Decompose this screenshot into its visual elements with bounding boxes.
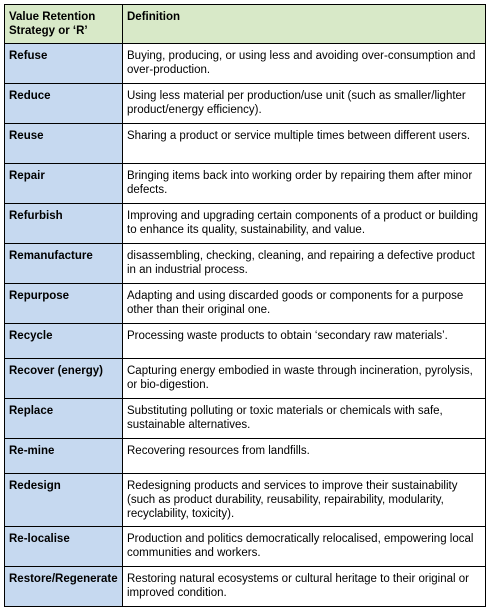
table-row bbox=[5, 44, 486, 84]
table-row bbox=[5, 164, 486, 204]
definition-cell: Adapting and using discarded goods or components for a purpose other than their original one. bbox=[123, 284, 486, 324]
table-row bbox=[5, 527, 486, 567]
strategy-cell: Reduce bbox=[5, 84, 123, 124]
table-row bbox=[5, 359, 486, 399]
strategy-cell: Re-localise bbox=[5, 527, 123, 567]
table-row bbox=[5, 204, 486, 244]
strategy-cell: Recover (energy) bbox=[5, 359, 123, 399]
definition-cell: Substituting polluting or toxic materials or chemicals with safe, sustainable alternatives. bbox=[123, 399, 486, 439]
table-row bbox=[5, 567, 486, 607]
table-row bbox=[5, 474, 486, 527]
definition-cell: Using less material per production/use unit (such as smaller/lighter product/energy efficiency). bbox=[123, 84, 486, 124]
table-row bbox=[5, 284, 486, 324]
table-row bbox=[5, 399, 486, 439]
strategy-cell: Replace bbox=[5, 399, 123, 439]
value-retention-table bbox=[4, 4, 486, 607]
table-row bbox=[5, 124, 486, 164]
table-row bbox=[5, 244, 486, 284]
definition-cell: Capturing energy embodied in waste through incineration, pyrolysis, or bio-digestion. bbox=[123, 359, 486, 399]
definition-cell: disassembling, checking, cleaning, and repairing a defective product in an industrial process. bbox=[123, 244, 486, 284]
strategy-cell: Refuse bbox=[5, 44, 123, 84]
table-row bbox=[5, 324, 486, 359]
strategy-cell: Restore/Regenerate bbox=[5, 567, 123, 607]
definition-cell: Buying, producing, or using less and avoiding over-consumption and over-production. bbox=[123, 44, 486, 84]
strategy-cell: Repair bbox=[5, 164, 123, 204]
table-row bbox=[5, 84, 486, 124]
header-definition: Definition bbox=[123, 5, 486, 44]
table-row bbox=[5, 439, 486, 474]
table-header-row bbox=[5, 5, 486, 44]
definition-cell: Production and politics democratically relocalised, empowering local communities and workers. bbox=[123, 527, 486, 567]
strategy-cell: Redesign bbox=[5, 474, 123, 527]
strategy-cell: Recycle bbox=[5, 324, 123, 359]
strategy-cell: Reuse bbox=[5, 124, 123, 164]
definition-cell: Restoring natural ecosystems or cultural heritage to their original or improved condition. bbox=[123, 567, 486, 607]
definition-cell: Bringing items back into working order by repairing them after minor defects. bbox=[123, 164, 486, 204]
definition-cell: Recovering resources from landfills. bbox=[123, 439, 486, 474]
definition-cell: Improving and upgrading certain components of a product or building to enhance its quality, sustainability, and value. bbox=[123, 204, 486, 244]
definition-cell: Processing waste products to obtain ‘secondary raw materials’. bbox=[123, 324, 486, 359]
strategy-cell: Repurpose bbox=[5, 284, 123, 324]
strategy-cell: Refurbish bbox=[5, 204, 123, 244]
strategy-cell: Remanufacture bbox=[5, 244, 123, 284]
strategy-cell: Re-mine bbox=[5, 439, 123, 474]
header-strategy: Value Retention Strategy or ‘R’ bbox=[5, 5, 123, 44]
definition-cell: Sharing a product or service multiple times between different users. bbox=[123, 124, 486, 164]
definition-cell: Redesigning products and services to improve their sustainability (such as product durability, reusability, repairability, modularity, recyclability, toxicity). bbox=[123, 474, 486, 527]
